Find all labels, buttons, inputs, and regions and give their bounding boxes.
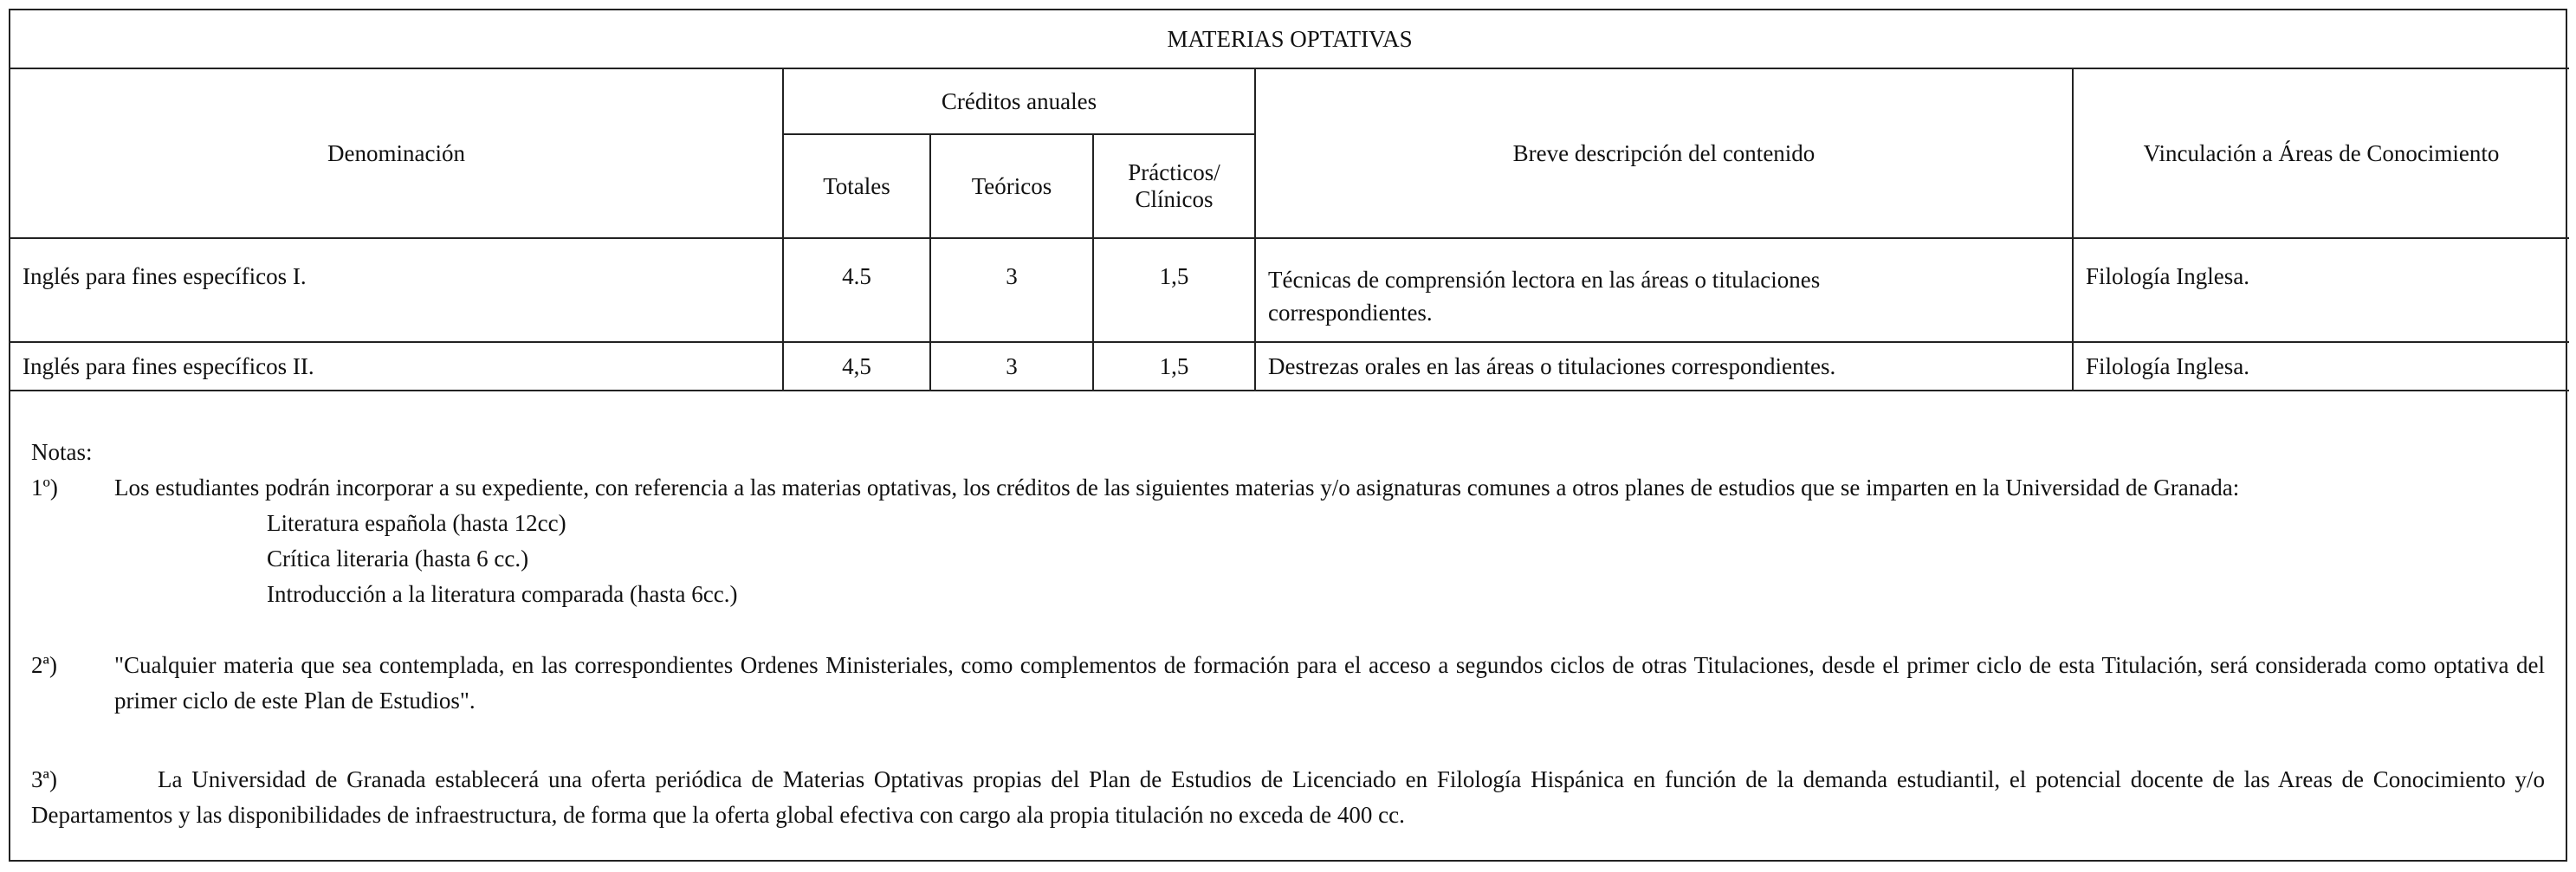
row-descripcion-line2: correspondientes. xyxy=(1268,300,1433,326)
list-item: Crítica literaria (hasta 6 cc.) xyxy=(267,546,529,572)
row-totales: 4.5 xyxy=(783,238,930,342)
notes-heading: Notas: xyxy=(31,439,93,465)
note-2-text: "Cualquier materia que sea contemplada, en las correspondientes Ordenes Ministeriales, como complementos de formación para el acceso a segundos ciclos de otras Titulaciones, desde el primer ciclo de esta Titulación, será considerada como optativa del primer ciclo de este Plan de Estudios". xyxy=(114,652,2545,714)
header-descripcion: Breve descripción del contenido xyxy=(1255,68,2073,238)
row-teoricos: 3 xyxy=(930,238,1093,342)
row-descripcion-line1: Técnicas de comprensión lectora en las áreas o titulaciones xyxy=(1268,267,1821,293)
row-vinculacion: Filología Inglesa. xyxy=(2073,342,2569,391)
row-denominacion: Inglés para fines específicos I. xyxy=(10,238,783,342)
row-practicos: 1,5 xyxy=(1093,342,1255,391)
header-practicos xyxy=(1093,134,1255,238)
table-row xyxy=(10,238,2569,342)
table-row xyxy=(10,342,2569,391)
document-frame xyxy=(9,9,2567,862)
list-item: Literatura española (hasta 12cc) xyxy=(267,510,566,536)
note-1-list xyxy=(31,506,2545,612)
note-2 xyxy=(31,648,2545,719)
note-3-number: 3ª) xyxy=(31,766,57,792)
header-totales: Totales xyxy=(783,134,930,238)
note-2-number: 2ª) xyxy=(31,652,57,678)
header-vinculacion: Vinculación a Áreas de Conocimiento xyxy=(2073,68,2569,238)
row-teoricos: 3 xyxy=(930,342,1093,391)
header-denominacion: Denominación xyxy=(10,68,783,238)
header-practicos-line1: Prácticos/ xyxy=(1128,159,1220,185)
optional-subjects-table xyxy=(10,10,2569,391)
row-totales: 4,5 xyxy=(783,342,930,391)
row-practicos: 1,5 xyxy=(1093,238,1255,342)
notes-section xyxy=(10,421,2566,833)
note-3-text: La Universidad de Granada establecerá una oferta periódica de Materias Optativas propias del Plan de Estudios de Licenciado en Filología Hispánica en función de la demanda estudiantil, el potencial docente de las Areas de Conocimiento y/o Departamentos y las disponibilidades de infraestructura, de forma que la oferta global efectiva con cargo ala propia titulación no exceda de 400 cc. xyxy=(31,766,2545,828)
row-descripcion: Destrezas orales en las áreas o titulaciones correspondientes. xyxy=(1255,342,2073,391)
note-3 xyxy=(31,762,2545,833)
header-creditos-anuales: Créditos anuales xyxy=(783,68,1255,134)
row-descripcion xyxy=(1255,238,2073,342)
note-1 xyxy=(31,470,2545,506)
note-1-number: 1º) xyxy=(31,475,58,501)
header-practicos-line2: Clínicos xyxy=(1135,186,1214,212)
row-denominacion: Inglés para fines específicos II. xyxy=(10,342,783,391)
table-title: MATERIAS OPTATIVAS xyxy=(10,10,2569,68)
row-vinculacion: Filología Inglesa. xyxy=(2073,238,2569,342)
note-1-text: Los estudiantes podrán incorporar a su expediente, con referencia a las materias optativas, los créditos de las siguientes materias y/o asignaturas comunes a otros planes de estudios que se imparten en la Universidad de Granada: xyxy=(114,475,2240,501)
header-teoricos: Teóricos xyxy=(930,134,1093,238)
list-item: Introducción a la literatura comparada (hasta 6cc.) xyxy=(267,581,738,607)
